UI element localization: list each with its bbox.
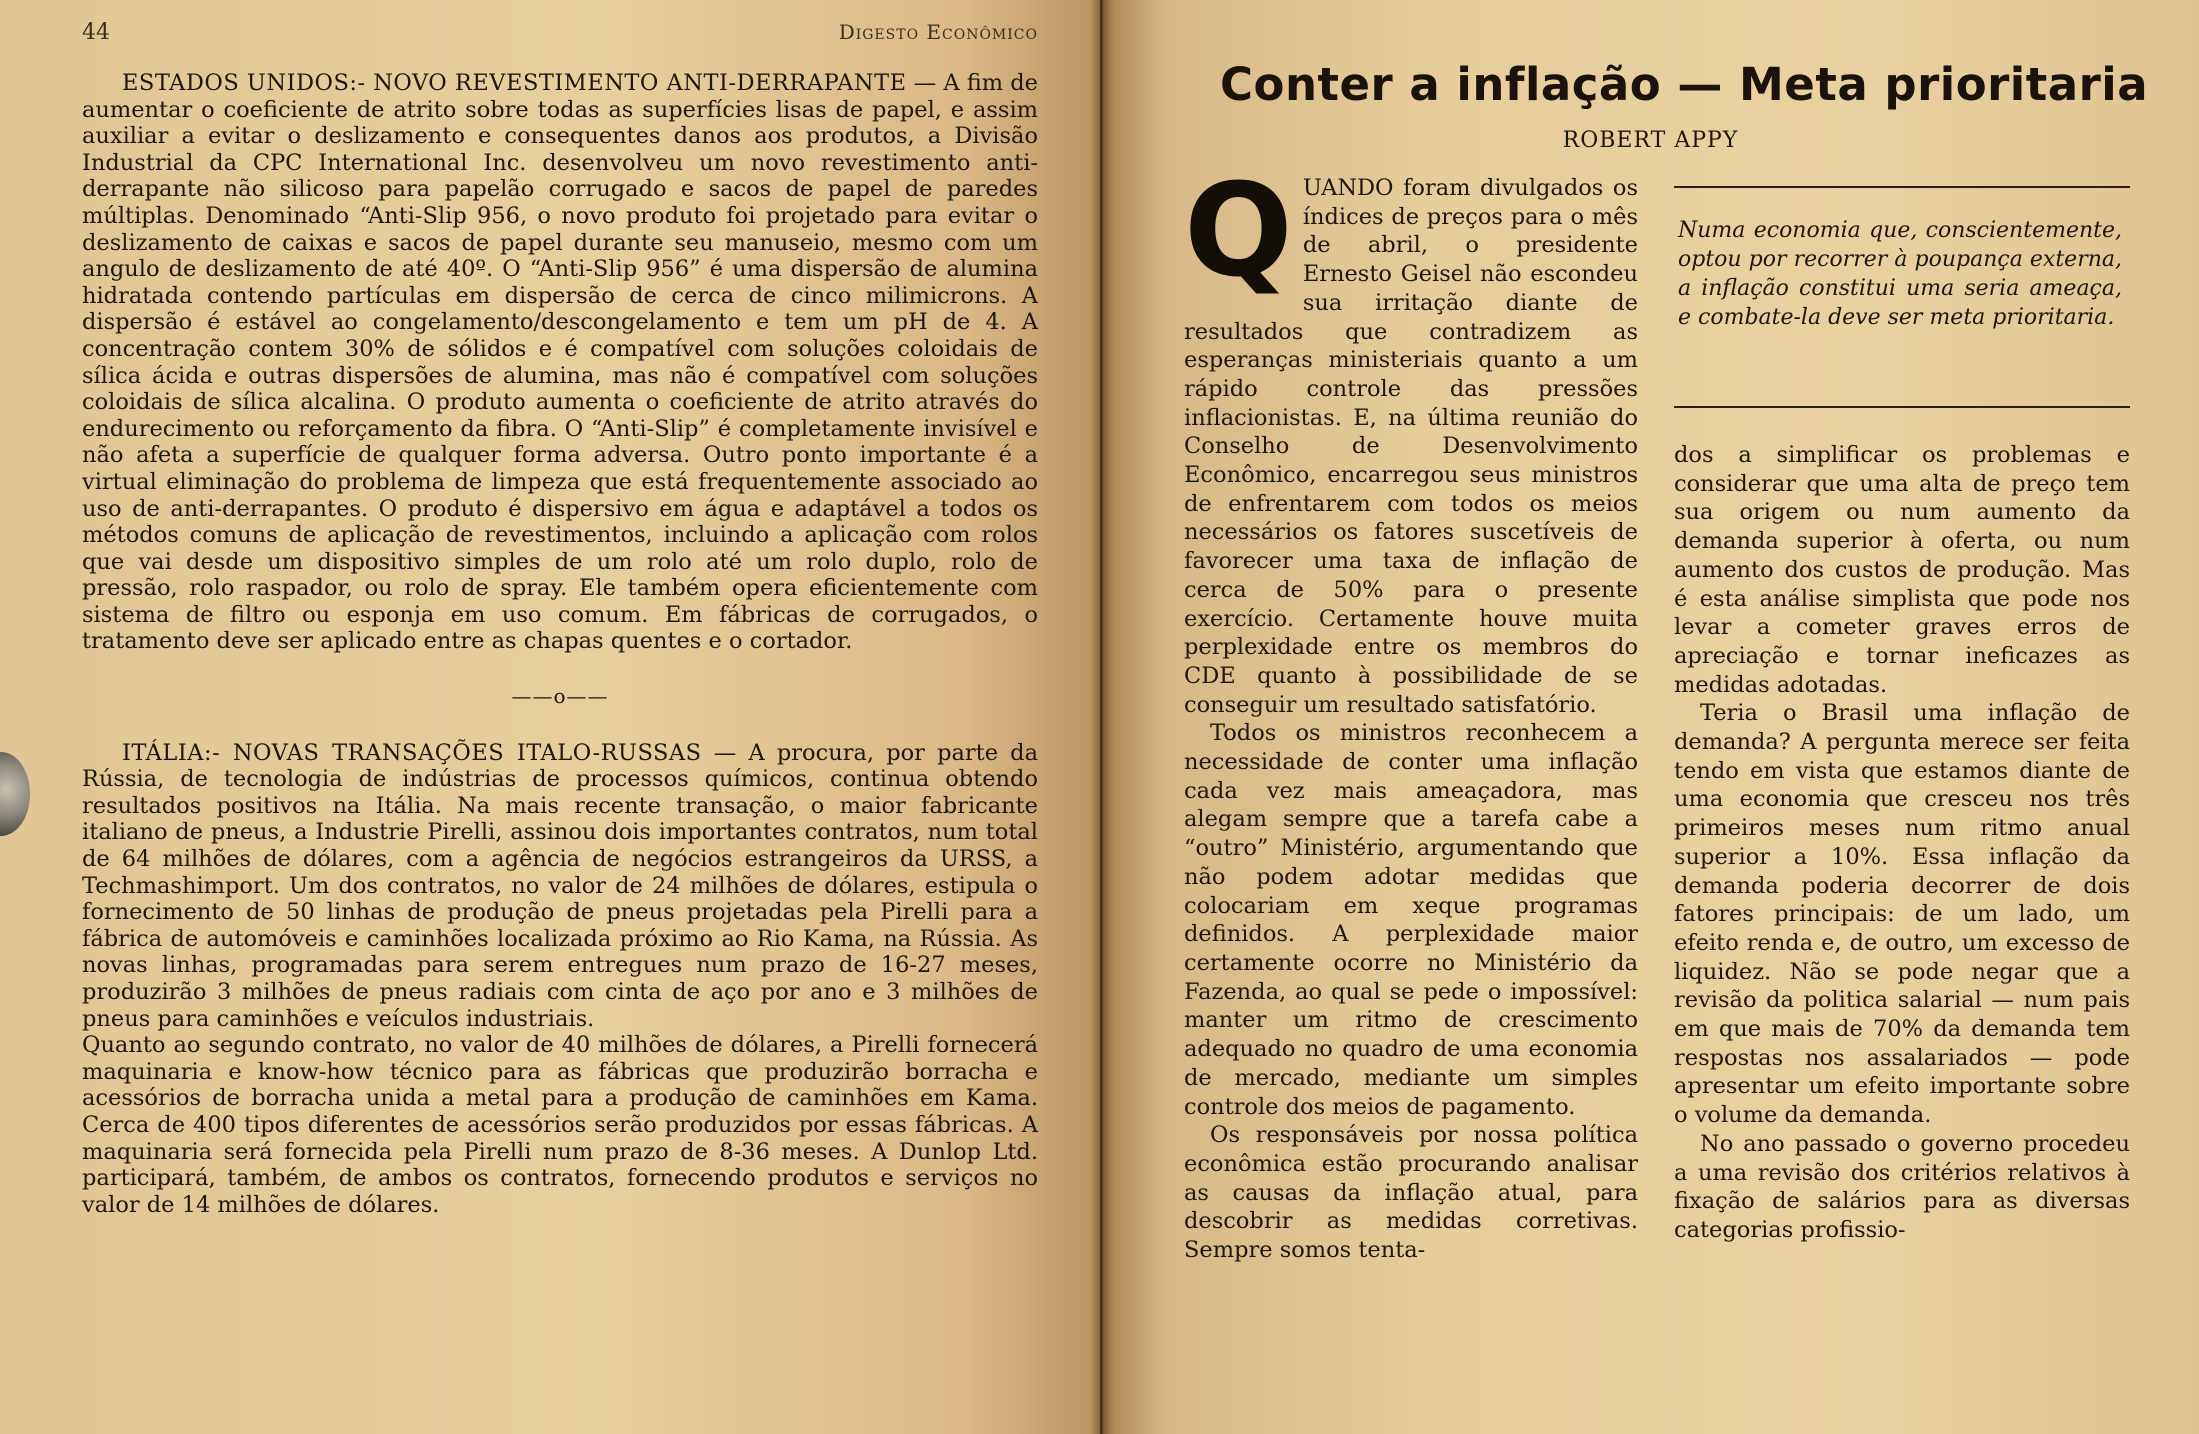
article-column-1 [1184,157,1638,1265]
article-column-2 [1674,441,2130,1245]
page-number: 44 [82,20,110,45]
news-text-italy: — A procura, por parte da Rússia, de tecnologia de indústrias de processos químicos, continua obtendo resultados positivos na Itália. Na mais recente transação, o maior fabricante italiano de pneus, a Industrie Pirelli, assinou dois importantes contratos, num total de 64 milhões de dólares, com a agência de negócios estrangeiros da URSS, a Techmashimport. Um dos contratos, no valor de 24 milhões de dólares, estipula o fornecimento de 50 linhas de produção de pneus projetadas pela Pirelli para a fábrica de automóveis e caminhões localizada próximo ao Rio Kama, na Rússia. As novas linhas, programadas para serem entregues num prazo de 16-27 meses, produzirão 3 milhões de pneus radiais com cinta de aço por ano e 3 milhões de pneus para caminhões e veículos industriais. [82,739,1038,1032]
left-page-body [82,70,1038,1218]
binding-hole [0,752,30,836]
book-gutter [1090,0,1114,1434]
running-head: Digesto Econômico [838,20,1038,44]
article-paragraph-1 [1184,157,1638,719]
article-title: Conter a inflação — Meta prioritaria [1220,58,2149,111]
news-heading-italy: ITÁLIA:- NOVAS TRANSAÇÕES ITALO-RUSSAS [122,739,702,766]
news-text-italy-continued: Quanto ao segundo contrato, no valor de 40 milhões de dólares, a Pirelli fornecerá maquinaria e know-how técnico para as fábricas que produzirão borracha e acessórios de borracha unida a metal para a produção de caminhões em Kama. Cerca de 400 tipos diferentes de acessórios serão produzidos por essas fábricas. A maquinaria será fornecida pela Pirelli num prazo de 8-36 meses. A Dunlop Ltd. participará, também, de ambos os contratos, fornecendo produtos e serviços no valor de 14 milhões de dólares. [82,1032,1038,1218]
news-item-italy [82,740,1038,1033]
article-paragraph-5: Teria o Brasil uma inflação de demanda? A pergunta merece ser feita tendo em vista que estamos diante de uma economia que cresceu nos três primeiros meses num ritmo anual superior a 10%. Essa inflação da demanda poderia decorrer de dois fatores principais: de um lado, um efeito renda e, de outro, um excesso de liquidez. Não se pode negar que a revisão da politica salarial — num pais em que mais de 70% da demanda tem respostas nos assalariados — pode apresentar um efeito importante sobre o volume da demanda. [1674,700,2130,1129]
article-author: ROBERT APPY [1562,128,1739,153]
article-paragraph-2: Todos os ministros reconhecem a necessidade de conter uma inflação cada vez mais ameaçadora, mas alegam sempre que a tarefa cabe a “outro” Ministério, argumentando que não podem adotar medidas que colocariam em xeque programas definidos. A perplexidade maior certamente ocorre no Ministério da Fazenda, ao qual se pede o impossível: manter um ritmo de crescimento adequado no quadro de uma economia de mercado, mediante um simples controle dos meios de pagamento. [1184,720,1638,1120]
news-text-usa: — A fim de aumentar o coeficiente de atrito sobre todas as superfícies lisas de papel, e assim auxiliar a evitar o deslizamento e consequentes danos aos produtos, a Divisão Industrial da CPC International Inc. desenvolveu um novo revestimento anti-derrapante não silicoso para papelão corrugado e sacos de papel de paredes múltiplas. Denominado “Anti-Slip 956, o novo produto foi projetado para evitar o deslizamento de caixas e sacos de papel durante seu manuseio, mesmo com um angulo de deslizamento de até 40º. O “Anti-Slip 956” é uma dispersão de alumina hidratada contendo partículas em dispersão de cerca de cinco milimicrons. A dispersão é estável ao congelamento/descongelamento e tem um pH de 4. A concentração contem 30% de sólidos e é compatível com soluções coloidais de sílica ácida e outras dispersões de alumina, mas não é compatível com soluções coloidais de sílica alcalina. O produto aumenta o coeficiente de atrito através do endurecimento ou reforçamento da fibra. O “Anti-Slip” é completamente invisível e não afeta a superfície de qualquer forma adversa. Outro ponto importante é a virtual eliminação do problema de limpeza que está frequentemente associado ao uso de anti-derrapantes. O produto é dispersivo em água e adaptável a todos os métodos comuns de aplicação de revestimentos, incluindo a aplicação com rolos que vai desde um dispositivo simples de um rolo até um rolo duplo, rolo de pressão, rolo raspador, ou rolo de spray. Ele também opera eficientemente com sistema de filtro ou esponja em uso comum. Em fábricas de corrugados, o tratamento deve ser aplicado entre as chapas quentes e o cortador. [82,70,1038,655]
news-item-usa [82,70,1038,655]
article-paragraph-4: dos a simplificar os problemas e considerar que uma alta de preço tem sua origem ou num aumento da demanda superior à oferta, ou num aumento dos custos de produção. Mas é esta análise simplista que pode nos levar a cometer graves erros de apreciação e tornar ineficazes as medidas adotadas. [1674,442,2130,698]
article-paragraph-1-text: UANDO foram divulgados os índices de preços para o mês de abril, o presidente Ernesto Geisel não escondeu sua irritação diante de resultados que contradizem as esperanças ministeriais quanto a um rápido controle das pressões inflacionistas. E, na última reunião do Conselho de Desenvolvimento Econômico, encarregou seus ministros de enfrentarem com todos os meios necessários os fatores suscetíveis de favorecer uma taxa de inflação de cerca de 50% para o presente exercício. Certamente houve muita perplexidade entre os membros do CDE quanto à possibilidade de se conseguir um resultado satisfatório. [1184,175,1638,718]
right-page [1102,0,2199,1434]
drop-cap: Q [1184,157,1293,306]
article-deck: Numa economia que, conscientemente, optou por recorrer à poupança externa, a inflação constitui uma seria ameaça, e combate-la deve ser meta prioritaria. [1674,186,2130,408]
news-heading-usa: ESTADOS UNIDOS:- NOVO REVESTIMENTO ANTI-DERRAPANTE [122,70,907,96]
article-paragraph-6: No ano passado o governo procedeu a uma revisão dos critérios relativos à fixação de salários para as diversas categorias profissio- [1674,1130,2130,1243]
article-paragraph-3: Os responsáveis por nossa política econômica estão procurando analisar as causas da inflação atual, para descobrir as medidas corretivas. Sempre somos tenta- [1184,1122,1638,1264]
section-separator: ——o—— [511,684,609,709]
